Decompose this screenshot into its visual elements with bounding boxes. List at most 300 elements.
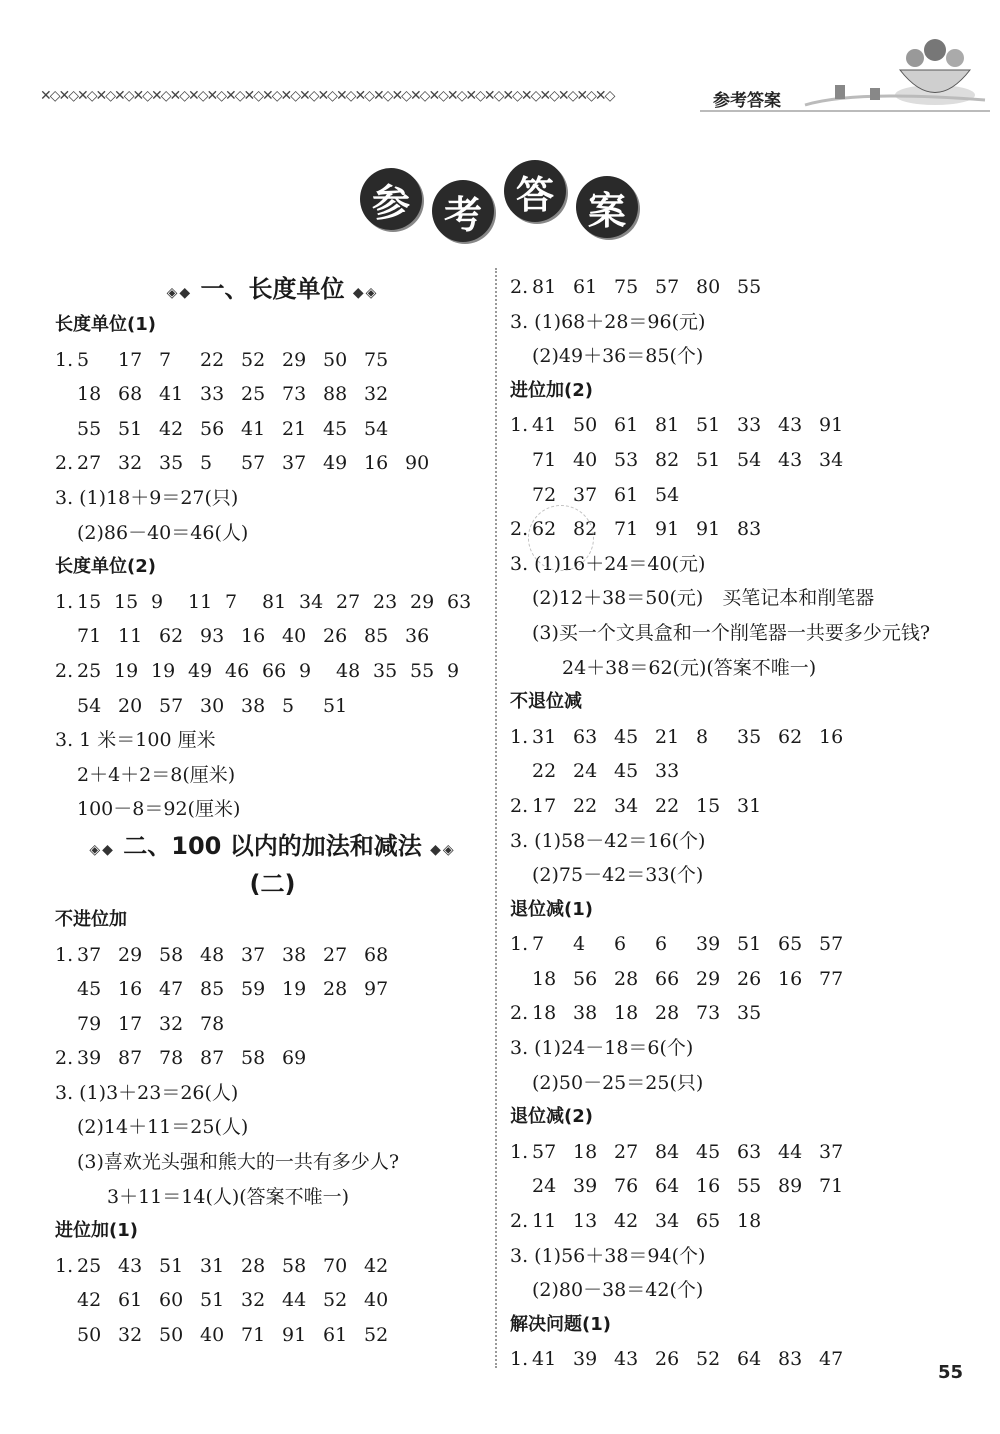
answer-row <box>55 585 490 620</box>
answer-row <box>55 1041 490 1076</box>
answer-value: 16 <box>364 452 389 475</box>
answer-value: 6 <box>614 933 627 956</box>
subsection-title: 长度单位(1) <box>55 314 156 335</box>
answer-value: 75 <box>614 276 639 298</box>
answer-value: 51 <box>737 933 762 956</box>
answer-value: 18 <box>77 383 102 406</box>
answer-value: 21 <box>655 725 680 748</box>
header-pattern: ✕◇✕◇✕◇✕◇✕◇✕◇✕◇✕◇✕◇✕◇✕◇✕◇✕◇✕◇✕◇✕◇✕◇✕◇✕◇✕◇✕◇✕◇✕◇✕◇✕◇✕◇✕◇✕◇✕◇✕◇✕◇ <box>40 88 614 104</box>
subsection-title: 不退位减 <box>510 691 582 713</box>
answer-value: 97 <box>364 978 389 1001</box>
answer-value: 36 <box>405 625 430 648</box>
answer-value: 88 <box>323 383 348 406</box>
answer-value: 5 <box>200 452 213 475</box>
answer-value: 61 <box>573 276 598 298</box>
answer-value: 39 <box>573 1348 598 1371</box>
answer-value: 66 <box>262 659 287 682</box>
answer-value: 77 <box>819 967 844 990</box>
answer-value: 70 <box>323 1254 348 1277</box>
item-number: 2. <box>510 518 529 541</box>
item-number: 1. <box>55 348 74 371</box>
item-number: 1. <box>510 414 529 437</box>
answer-value: 55 <box>737 276 762 298</box>
answer-value: 34 <box>299 590 324 613</box>
answer-value: 17 <box>118 348 143 371</box>
answer-value: 31 <box>200 1254 225 1277</box>
answer-value: 11 <box>118 625 143 648</box>
answer-row <box>510 754 970 789</box>
answer-value: 81 <box>262 590 287 613</box>
answer-value: 87 <box>118 1047 143 1070</box>
answer-value: 42 <box>77 1289 102 1312</box>
answer-value: 55 <box>737 1175 762 1198</box>
answer-value: 19 <box>114 659 139 682</box>
answer-line: 3. 1 米＝100 厘米 <box>55 729 216 752</box>
answer-row <box>510 408 970 443</box>
answer-value: 76 <box>614 1175 639 1198</box>
item-number: 1. <box>55 590 74 613</box>
answer-value: 26 <box>655 1348 680 1371</box>
answer-value: 41 <box>159 383 184 406</box>
answer-line: 100－8＝92(厘米) <box>77 798 241 821</box>
answer-value: 48 <box>200 943 225 966</box>
answer-value: 30 <box>200 694 225 717</box>
answer-value: 5 <box>77 348 90 371</box>
answer-value: 78 <box>200 1012 225 1035</box>
answer-line: 3. (1)3＋23＝26(人) <box>55 1081 239 1104</box>
answer-value: 66 <box>655 967 680 990</box>
answer-row <box>55 446 490 481</box>
answer-row <box>510 789 970 824</box>
answer-row <box>510 720 970 755</box>
answer-value: 80 <box>696 276 721 298</box>
answer-value: 54 <box>655 483 680 506</box>
item-number: 2. <box>55 659 74 682</box>
answer-value: 34 <box>819 448 844 471</box>
answer-value: 45 <box>614 725 639 748</box>
answer-value: 42 <box>364 1254 389 1277</box>
answer-value: 23 <box>373 590 398 613</box>
answer-value: 52 <box>323 1289 348 1312</box>
answer-value: 51 <box>323 694 348 717</box>
item-number: 1. <box>510 933 529 956</box>
answer-value: 4 <box>573 933 586 956</box>
answer-value: 24 <box>532 1175 557 1198</box>
answer-value: 47 <box>159 978 184 1001</box>
answer-value: 57 <box>532 1140 557 1163</box>
answer-value: 22 <box>573 794 598 817</box>
answer-value: 53 <box>614 448 639 471</box>
title-char-3: 答 <box>504 160 566 222</box>
item-number: 1. <box>510 725 529 748</box>
item-number: 2. <box>510 1210 529 1233</box>
answer-line: (3)喜欢光头强和熊大的一共有多少人? <box>77 1151 400 1174</box>
answer-value: 68 <box>364 943 389 966</box>
answer-value: 63 <box>737 1140 762 1163</box>
subsection-title: 进位加(2) <box>510 379 593 401</box>
answer-value: 32 <box>364 383 389 406</box>
answer-value: 31 <box>532 725 557 748</box>
subsection-title: 退位减(2) <box>510 1106 593 1128</box>
answer-value: 28 <box>655 1002 680 1025</box>
answer-value: 51 <box>159 1254 184 1277</box>
answer-value: 35 <box>159 452 184 475</box>
answer-value: 34 <box>614 794 639 817</box>
answer-value: 32 <box>241 1289 266 1312</box>
answer-value: 71 <box>819 1175 844 1198</box>
answer-value: 63 <box>573 725 598 748</box>
answer-value: 43 <box>118 1254 143 1277</box>
answer-row <box>55 377 490 412</box>
answer-value: 45 <box>323 417 348 440</box>
answer-value: 50 <box>77 1324 102 1347</box>
answer-value: 44 <box>778 1140 803 1163</box>
answer-value: 35 <box>737 1002 762 1025</box>
answer-value: 42 <box>159 417 184 440</box>
title-char-1: 参 <box>360 168 422 230</box>
item-number: 1. <box>510 1348 529 1371</box>
answer-value: 57 <box>159 694 184 717</box>
answer-value: 54 <box>364 417 389 440</box>
answer-value: 75 <box>364 348 389 371</box>
answer-value: 64 <box>737 1348 762 1371</box>
answer-row <box>510 478 970 513</box>
answer-value: 50 <box>159 1324 184 1347</box>
answer-value: 34 <box>655 1210 680 1233</box>
answer-value: 18 <box>573 1140 598 1163</box>
answer-value: 6 <box>655 933 668 956</box>
answer-row <box>510 443 970 478</box>
answer-value: 24 <box>573 760 598 783</box>
answer-value: 41 <box>532 414 557 437</box>
subsection-title: 解决问题(1) <box>510 1313 611 1335</box>
answer-value: 7 <box>225 590 238 613</box>
answer-value: 8 <box>696 725 709 748</box>
subsection-title: 不进位加 <box>55 908 127 930</box>
answer-value: 13 <box>573 1210 598 1233</box>
answer-row <box>55 654 490 689</box>
answer-value: 58 <box>282 1254 307 1277</box>
answer-value: 82 <box>655 448 680 471</box>
answer-row <box>510 1342 970 1377</box>
section-subheading: (二) <box>249 869 296 898</box>
item-number: 2. <box>55 452 74 475</box>
right-column <box>510 270 970 1377</box>
answer-value: 37 <box>241 943 266 966</box>
answer-line: 3. (1)58－42＝16(个) <box>510 829 706 852</box>
answer-value: 65 <box>778 933 803 956</box>
answer-value: 17 <box>118 1012 143 1035</box>
item-number: 2. <box>55 1047 74 1070</box>
answer-line: 3＋11＝14(人)(答案不唯一) <box>107 1185 350 1208</box>
answer-value: 39 <box>573 1175 598 1198</box>
answer-value: 28 <box>614 967 639 990</box>
answer-value: 25 <box>241 383 266 406</box>
answer-value: 49 <box>323 452 348 475</box>
answer-row <box>55 1007 490 1042</box>
answer-row <box>510 996 970 1031</box>
answer-value: 55 <box>77 417 102 440</box>
answer-line: 2＋4＋2＝8(厘米) <box>77 763 236 786</box>
title-char-2: 考 <box>432 180 494 242</box>
item-number: 1. <box>55 943 74 966</box>
answer-value: 39 <box>696 933 721 956</box>
answer-value: 33 <box>655 760 680 783</box>
answer-value: 18 <box>737 1210 762 1233</box>
answer-value: 26 <box>737 967 762 990</box>
answer-value: 42 <box>614 1210 639 1233</box>
answer-value: 43 <box>778 414 803 437</box>
answer-row <box>55 1318 490 1353</box>
answer-value: 55 <box>410 659 435 682</box>
answer-value: 43 <box>778 448 803 471</box>
answer-value: 64 <box>655 1175 680 1198</box>
answer-value: 41 <box>532 1348 557 1371</box>
answer-value: 79 <box>77 1012 102 1035</box>
answer-line: 3. (1)24－18＝6(个) <box>510 1037 694 1060</box>
answer-value: 52 <box>696 1348 721 1371</box>
answer-value: 39 <box>77 1047 102 1070</box>
answer-row <box>510 962 970 997</box>
answer-value: 35 <box>737 725 762 748</box>
answer-value: 22 <box>532 760 557 783</box>
item-number: 1. <box>510 1140 529 1163</box>
answer-value: 16 <box>241 625 266 648</box>
answer-value: 29 <box>696 967 721 990</box>
answer-value: 40 <box>200 1324 225 1347</box>
answer-value: 20 <box>118 694 143 717</box>
column-divider <box>495 268 497 1368</box>
answer-value: 60 <box>159 1289 184 1312</box>
answer-value: 52 <box>364 1324 389 1347</box>
answer-value: 22 <box>200 348 225 371</box>
item-number: 1. <box>55 1254 74 1277</box>
answer-row <box>55 412 490 447</box>
subsection-title: 长度单位(2) <box>55 556 156 578</box>
page-number: 55 <box>938 1362 964 1383</box>
answer-value: 61 <box>614 414 639 437</box>
answer-line: 3. (1)56＋38＝94(个) <box>510 1244 706 1267</box>
answer-value: 41 <box>241 417 266 440</box>
answer-line: (2)50－25＝25(只) <box>532 1071 704 1094</box>
answer-value: 9 <box>151 590 164 613</box>
answer-value: 18 <box>532 1002 557 1025</box>
answer-value: 26 <box>323 625 348 648</box>
answer-line: (2)80－38＝42(个) <box>532 1279 704 1302</box>
section-heading: ◈◆ 二、100 以内的加法和减法 ◆◈ <box>89 831 456 860</box>
answer-line: (2)49＋36＝85(个) <box>532 345 704 368</box>
answer-line: (3)买一个文具盒和一个削笔器一共要多少元钱? <box>532 621 931 644</box>
answer-value: 57 <box>655 276 680 298</box>
answer-value: 68 <box>118 383 143 406</box>
answer-value: 35 <box>373 659 398 682</box>
answer-value: 51 <box>118 417 143 440</box>
answer-value: 83 <box>737 518 762 541</box>
answer-row <box>55 619 490 654</box>
answer-value: 91 <box>696 518 721 541</box>
answer-value: 18 <box>532 967 557 990</box>
answer-value: 16 <box>819 725 844 748</box>
answer-value: 51 <box>696 448 721 471</box>
answer-value: 47 <box>819 1348 844 1371</box>
answer-value: 27 <box>336 590 361 613</box>
answer-value: 56 <box>200 417 225 440</box>
answer-value: 9 <box>299 659 312 682</box>
answer-value: 48 <box>336 659 361 682</box>
answer-value: 40 <box>573 448 598 471</box>
answer-value: 25 <box>77 1254 102 1277</box>
answer-value: 82 <box>573 518 598 541</box>
left-column <box>55 270 490 1353</box>
answer-value: 83 <box>778 1348 803 1371</box>
section-heading: ◈◆ 一、长度单位 ◆◈ <box>166 275 379 303</box>
subsection-title: 退位减(1) <box>510 898 593 920</box>
subsection-title: 进位加(1) <box>55 1220 138 1242</box>
answer-value: 7 <box>532 933 545 956</box>
answer-row <box>55 972 490 1007</box>
answer-value: 71 <box>241 1324 266 1347</box>
answer-value: 91 <box>282 1324 307 1347</box>
answer-value: 22 <box>655 794 680 817</box>
answer-value: 62 <box>778 725 803 748</box>
answer-value: 72 <box>532 483 557 506</box>
answer-value: 16 <box>696 1175 721 1198</box>
answer-value: 81 <box>532 276 557 298</box>
answer-value: 54 <box>737 448 762 471</box>
answer-value: 28 <box>241 1254 266 1277</box>
answer-value: 16 <box>118 978 143 1001</box>
answer-row <box>510 1169 970 1204</box>
answer-value: 15 <box>77 590 102 613</box>
answer-value: 27 <box>77 452 102 475</box>
answer-line: 3. (1)16＋24＝40(元) <box>510 552 706 575</box>
answer-value: 45 <box>614 760 639 783</box>
answer-value: 25 <box>77 659 102 682</box>
answer-value: 33 <box>737 414 762 437</box>
answer-row <box>55 1249 490 1284</box>
answer-value: 44 <box>282 1289 307 1312</box>
answer-value: 58 <box>241 1047 266 1070</box>
answer-value: 19 <box>282 978 307 1001</box>
answer-value: 11 <box>532 1210 557 1233</box>
answer-value: 29 <box>118 943 143 966</box>
answer-value: 43 <box>614 1348 639 1371</box>
answer-value: 15 <box>696 794 721 817</box>
answer-value: 52 <box>241 348 266 371</box>
answer-value: 65 <box>696 1210 721 1233</box>
answer-value: 11 <box>188 590 213 613</box>
page-title <box>360 158 640 238</box>
answer-value: 57 <box>241 452 266 475</box>
answer-value: 57 <box>819 933 844 956</box>
answer-value: 56 <box>573 967 598 990</box>
answer-row <box>55 1283 490 1318</box>
answer-value: 37 <box>77 943 102 966</box>
answer-value: 54 <box>77 694 102 717</box>
answer-value: 27 <box>614 1140 639 1163</box>
answer-value: 59 <box>241 978 266 1001</box>
answer-value: 32 <box>118 452 143 475</box>
answer-value: 51 <box>200 1289 225 1312</box>
answer-value: 62 <box>159 625 184 648</box>
answer-value: 81 <box>655 414 680 437</box>
answer-value: 69 <box>282 1047 307 1070</box>
answer-row <box>510 927 970 962</box>
answer-value: 32 <box>118 1324 143 1347</box>
answer-value: 33 <box>200 383 225 406</box>
flower-pot-icon <box>795 20 990 110</box>
answer-line: 3. (1)18＋9＝27(只) <box>55 486 239 509</box>
answer-row <box>55 343 490 378</box>
answer-value: 50 <box>323 348 348 371</box>
stamp-mark <box>528 505 594 571</box>
answer-value: 89 <box>778 1175 803 1198</box>
answer-value: 32 <box>159 1012 184 1035</box>
answer-value: 46 <box>225 659 250 682</box>
answer-row <box>510 1204 970 1239</box>
answer-value: 40 <box>364 1289 389 1312</box>
answer-value: 45 <box>77 978 102 1001</box>
answer-line: (2)86－40＝46(人) <box>77 521 249 544</box>
answer-value: 16 <box>778 967 803 990</box>
answer-value: 84 <box>655 1140 680 1163</box>
answer-value: 63 <box>447 590 472 613</box>
answer-value: 37 <box>819 1140 844 1163</box>
answer-value: 27 <box>323 943 348 966</box>
header-label: 参考答案 <box>713 91 781 111</box>
answer-row <box>510 270 970 305</box>
answer-value: 29 <box>410 590 435 613</box>
answer-value: 85 <box>200 978 225 1001</box>
answer-value: 9 <box>447 659 460 682</box>
answer-value: 91 <box>819 414 844 437</box>
answer-value: 50 <box>573 414 598 437</box>
item-number: 2. <box>510 1002 529 1025</box>
answer-value: 37 <box>282 452 307 475</box>
answer-value: 38 <box>573 1002 598 1025</box>
answer-line: (2)12＋38＝50(元) 买笔记本和削笔器 <box>532 587 875 610</box>
answer-value: 29 <box>282 348 307 371</box>
answer-value: 40 <box>282 625 307 648</box>
answer-value: 5 <box>282 694 295 717</box>
item-number: 2. <box>510 276 529 298</box>
answer-row <box>510 1135 970 1170</box>
answer-value: 38 <box>241 694 266 717</box>
answer-value: 21 <box>282 417 307 440</box>
answer-value: 90 <box>405 452 430 475</box>
answer-value: 37 <box>573 483 598 506</box>
answer-value: 38 <box>282 943 307 966</box>
answer-value: 78 <box>159 1047 184 1070</box>
answer-line: 24＋38＝62(元)(答案不唯一) <box>562 656 817 679</box>
answer-value: 93 <box>200 625 225 648</box>
answer-value: 45 <box>696 1140 721 1163</box>
item-number: 2. <box>510 794 529 817</box>
answer-value: 17 <box>532 794 557 817</box>
answer-line: 3. (1)68＋28＝96(元) <box>510 310 706 333</box>
title-char-4: 案 <box>576 176 638 238</box>
answer-value: 71 <box>614 518 639 541</box>
answer-value: 73 <box>282 383 307 406</box>
answer-line: (2)14＋11＝25(人) <box>77 1116 249 1139</box>
answer-value: 49 <box>188 659 213 682</box>
answer-line: (2)75－42＝33(个) <box>532 864 704 887</box>
answer-value: 73 <box>696 1002 721 1025</box>
answer-value: 62 <box>532 518 557 541</box>
answer-value: 91 <box>655 518 680 541</box>
answer-value: 28 <box>323 978 348 1001</box>
answer-value: 71 <box>532 448 557 471</box>
